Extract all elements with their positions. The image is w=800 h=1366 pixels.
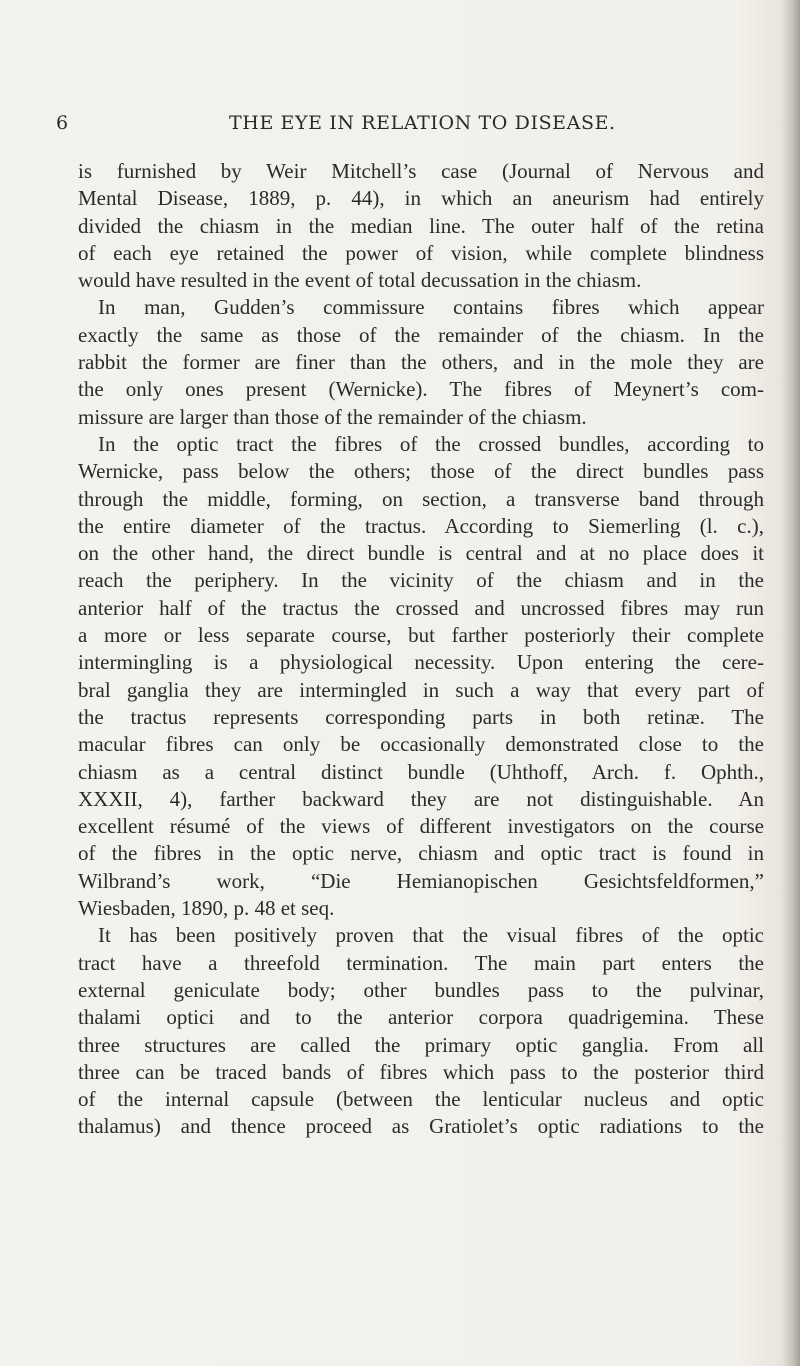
- text-line: XXXII, 4), farther backward they are not distinguishable. An: [78, 786, 764, 811]
- text-line: a more or less separate course, but farther posteriorly their complete: [78, 623, 764, 648]
- text-line: rabbit the former are finer than the others, and in the mole they are: [78, 350, 764, 375]
- text-line: three structures are called the primary optic ganglia. From all: [78, 1032, 764, 1057]
- body-text: [78, 158, 764, 1141]
- text-line: macular fibres can only be occasionally demonstrated close to the: [78, 732, 764, 757]
- text-line: of the fibres in the optic nerve, chiasm and optic tract is found in: [78, 841, 764, 866]
- page-edge-shadow: [782, 0, 800, 1366]
- text-line: through the middle, forming, on section, a transverse band through: [78, 486, 764, 511]
- text-line: the entire diameter of the tractus. According to Siemerling (l. c.),: [78, 513, 764, 538]
- text-line: intermingling is a physiological necessity. Upon entering the cere-: [78, 650, 764, 675]
- text-line: bral ganglia they are intermingled in such a way that every part of: [78, 677, 764, 702]
- running-title: THE EYE IN RELATION TO DISEASE.: [229, 112, 616, 134]
- text-line: on the other hand, the direct bundle is central and at no place does it: [78, 541, 764, 566]
- text-line: Mental Disease, 1889, p. 44), in which an aneurism had entirely: [78, 186, 764, 211]
- text-line: reach the periphery. In the vicinity of the chiasm and in the: [78, 568, 764, 593]
- text-line: It has been positively proven that the visual fibres of the optic: [98, 923, 764, 948]
- page-number: 6: [56, 112, 69, 134]
- text-line: of each eye retained the power of vision, while complete blindness: [78, 240, 764, 265]
- text-line: is furnished by Weir Mitchell’s case (Journal of Nervous and: [78, 159, 764, 183]
- text-line: divided the chiasm in the median line. The outer half of the retina: [78, 213, 764, 238]
- text-line: anterior half of the tractus the crossed and uncrossed fibres may run: [78, 595, 764, 620]
- text-line: Wiesbaden, 1890, p. 48 et seq.: [78, 896, 335, 921]
- text-line: of the internal capsule (between the lenticular nucleus and optic: [78, 1087, 764, 1112]
- text-line: exactly the same as those of the remainder of the chiasm. In the: [78, 322, 764, 347]
- text-line: three can be traced bands of fibres which pass to the posterior third: [78, 1059, 764, 1084]
- text-line: Wernicke, pass below the others; those of the direct bundles pass: [78, 459, 764, 484]
- text-line: In the optic tract the fibres of the crossed bundles, according to: [98, 431, 764, 456]
- text-line: the only ones present (Wernicke). The fibres of Meynert’s com-: [78, 377, 764, 402]
- text-line: thalami optici and to the anterior corpora quadrigemina. These: [78, 1005, 764, 1030]
- text-line: thalamus) and thence proceed as Gratiolet’s optic radiations to the: [78, 1114, 764, 1139]
- text-line: missure are larger than those of the remainder of the chiasm.: [78, 404, 587, 429]
- text-line: chiasm as a central distinct bundle (Uhthoff, Arch. f. Ophth.,: [78, 759, 764, 784]
- text-line: external geniculate body; other bundles pass to the pulvinar,: [78, 977, 764, 1002]
- text-line: would have resulted in the event of total decussation in the chiasm.: [78, 268, 642, 293]
- text-line: In man, Gudden’s commissure contains fibres which appear: [98, 295, 764, 320]
- text-line: Wilbrand’s work, “Die Hemianopischen Gesichtsfeldformen,”: [78, 868, 764, 893]
- text-line: excellent résumé of the views of different investigators on the course: [78, 814, 764, 839]
- text-line: tract have a threefold termination. The main part enters the: [78, 950, 764, 975]
- text-line: the tractus represents corresponding parts in both retinæ. The: [78, 704, 764, 729]
- page-header: [56, 110, 758, 136]
